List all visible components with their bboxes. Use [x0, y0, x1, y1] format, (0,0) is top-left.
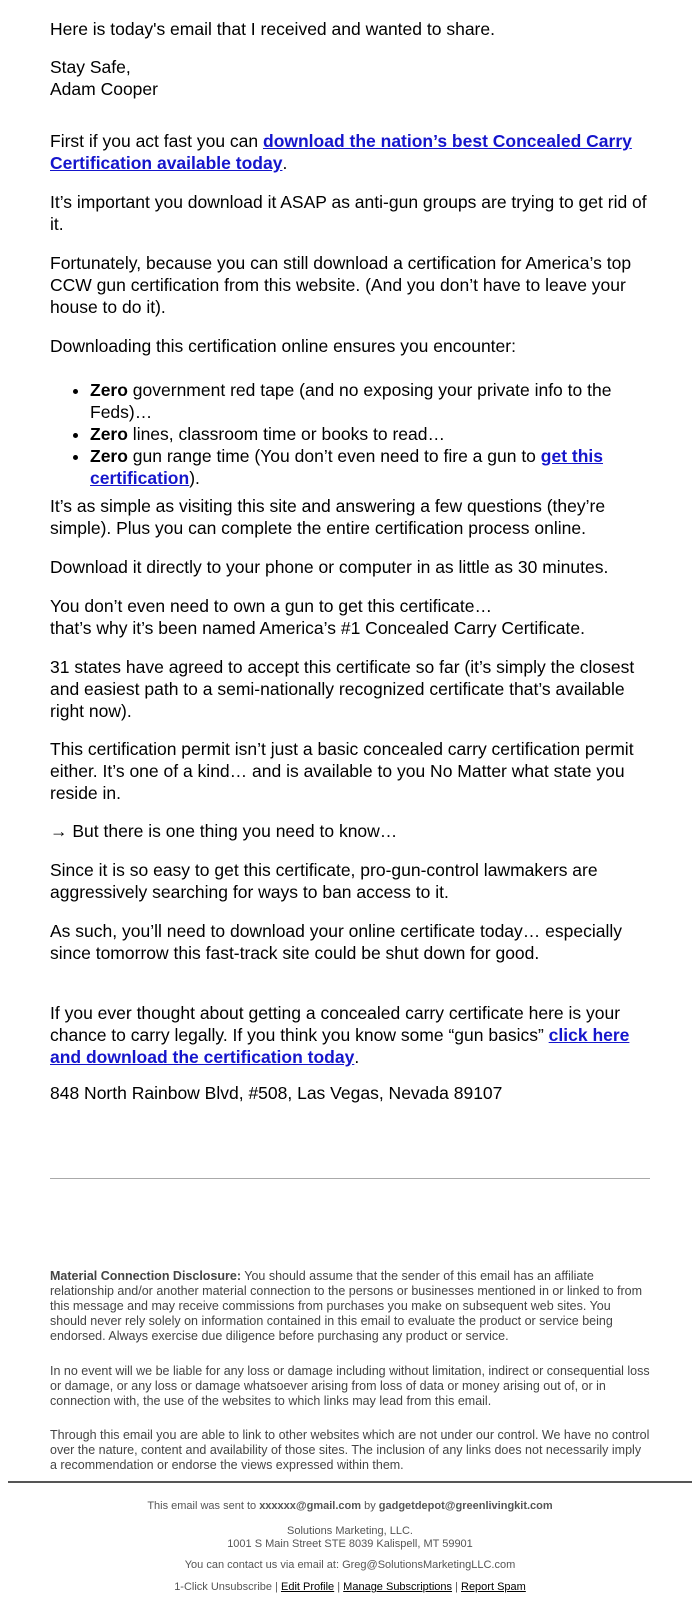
mailing-address: 848 North Rainbow Blvd, #508, Las Vegas, Nevada 89107 [50, 1083, 503, 1103]
report-spam-link[interactable]: Report Spam [461, 1581, 526, 1593]
paragraph-one-thing: → But there is one thing you need to know… [50, 821, 398, 841]
manage-subscriptions-link[interactable]: Manage Subscriptions [343, 1581, 453, 1593]
signoff-closing: Stay Safe, [50, 57, 131, 77]
signoff [50, 56, 158, 100]
benefits-list [50, 379, 650, 489]
unsubscribe-link[interactable]: 1-Click Unsubscribe [174, 1581, 272, 1593]
disclosure-material-connection: Material Connection Disclosure: You should assume that the sender of this email has an affiliate relationship and/or another material connection to the persons or businesses mentioned in or linked to from this message and may receive commissions from purchases you make on subsequent web sites. You should never rely solely on information contained in this email to evaluate the product or service being endorsed. Always exercise due diligence before purchasing any product or service. [50, 1269, 643, 1343]
divider [50, 1178, 650, 1179]
get-certification-link[interactable]: get this certification [90, 446, 604, 488]
paragraph-simple: It’s as simple as visiting this site and answering a few questions (they’re simple). Plus you can complete the entire certification process online. [50, 496, 606, 538]
list-item: • Zero gun range time (You don’t even need to fire a gun to get this certification). [90, 445, 650, 489]
paragraph-lawmakers: Since it is so easy to get this certificate, pro-gun-control lawmakers are aggressively searching for ways to ban access to it. [50, 860, 598, 902]
paragraph-chance: If you ever thought about getting a concealed carry certificate here is your chance to carry legally. If you think you know some “gun basics” click here and download the certification today. [50, 1003, 630, 1067]
paragraph-download-today: As such, you’ll need to download your online certificate today… especially since tomorrow this fast-track site could be shut down for good. [50, 921, 622, 963]
paragraph-one-of-a-kind: This certification permit isn’t just a basic concealed carry certification permit either. It’s one of a kind… and is available to you No Matter what state you reside in. [50, 739, 634, 803]
click-here-download-link[interactable]: click here and download the certification today [50, 1025, 630, 1067]
list-item: • Zero lines, classroom time or books to read… [90, 423, 650, 445]
footer-sent-to: This email was sent to xxxxxx@gmail.com by gadgetdepot@greenlivingkit.com [147, 1500, 553, 1512]
edit-profile-link[interactable]: Edit Profile [280, 1581, 335, 1593]
paragraph-own-gun: You don’t even need to own a gun to get this certificate… that’s why it’s been named America’s #1 Concealed Carry Certificate. [50, 596, 585, 638]
list-item: • Zero government red tape (and no exposing your private info to the Feds)… [90, 379, 650, 423]
signoff-name: Adam Cooper [50, 79, 158, 99]
paragraph-ensures: Downloading this certification online ensures you encounter: [50, 336, 516, 356]
footer-company: Solutions Marketing, LLC. [287, 1525, 413, 1537]
disclosure-heading: Material Connection Disclosure: [50, 1269, 242, 1283]
disclosure-liability: In no event will we be liable for any loss or damage including without limitation, indirect or consequential loss or damage, or any loss or damage whatsoever arising from loss of data or money arising out of, or in connection with, the use of the websites to which links may lead from this email. [50, 1364, 650, 1408]
download-certification-link[interactable]: download the nation’s best Concealed Carry Certification available today [50, 131, 632, 173]
footer-divider [8, 1481, 692, 1483]
paragraph-download: First if you act fast you can download the nation’s best Concealed Carry Certification available today. [50, 131, 632, 173]
intro-text: Here is today's email that I received and wanted to share. [50, 19, 495, 39]
paragraph-31-states: 31 states have agreed to accept this certificate so far (it’s simply the closest and easiest path to a semi-nationally recognized certificate that’s available right now). [50, 657, 635, 721]
disclosure-external-links: Through this email you are able to link to other websites which are not under our control. We have no control over the nature, content and availability of those sites. The inclusion of any links does not necessarily imply a recommendation or endorse the views expressed within them. [50, 1428, 650, 1472]
paragraph-fortunately: Fortunately, because you can still download a certification for America’s top CCW gun certification from this website. (And you don’t have to leave your house to do it). [50, 253, 632, 317]
footer-contact: You can contact us via email at: Greg@SolutionsMarketingLLC.com [184, 1559, 516, 1571]
paragraph-asap: It’s important you download it ASAP as anti-gun groups are trying to get rid of it. [50, 192, 647, 234]
paragraph-30-minutes: Download it directly to your phone or computer in as little as 30 minutes. [50, 557, 609, 577]
footer-links: 1-Click Unsubscribe | Edit Profile | Manage Subscriptions | Report Spam [174, 1581, 526, 1593]
footer-company-address: 1001 S Main Street STE 8039 Kalispell, MT 59901 [227, 1538, 473, 1550]
